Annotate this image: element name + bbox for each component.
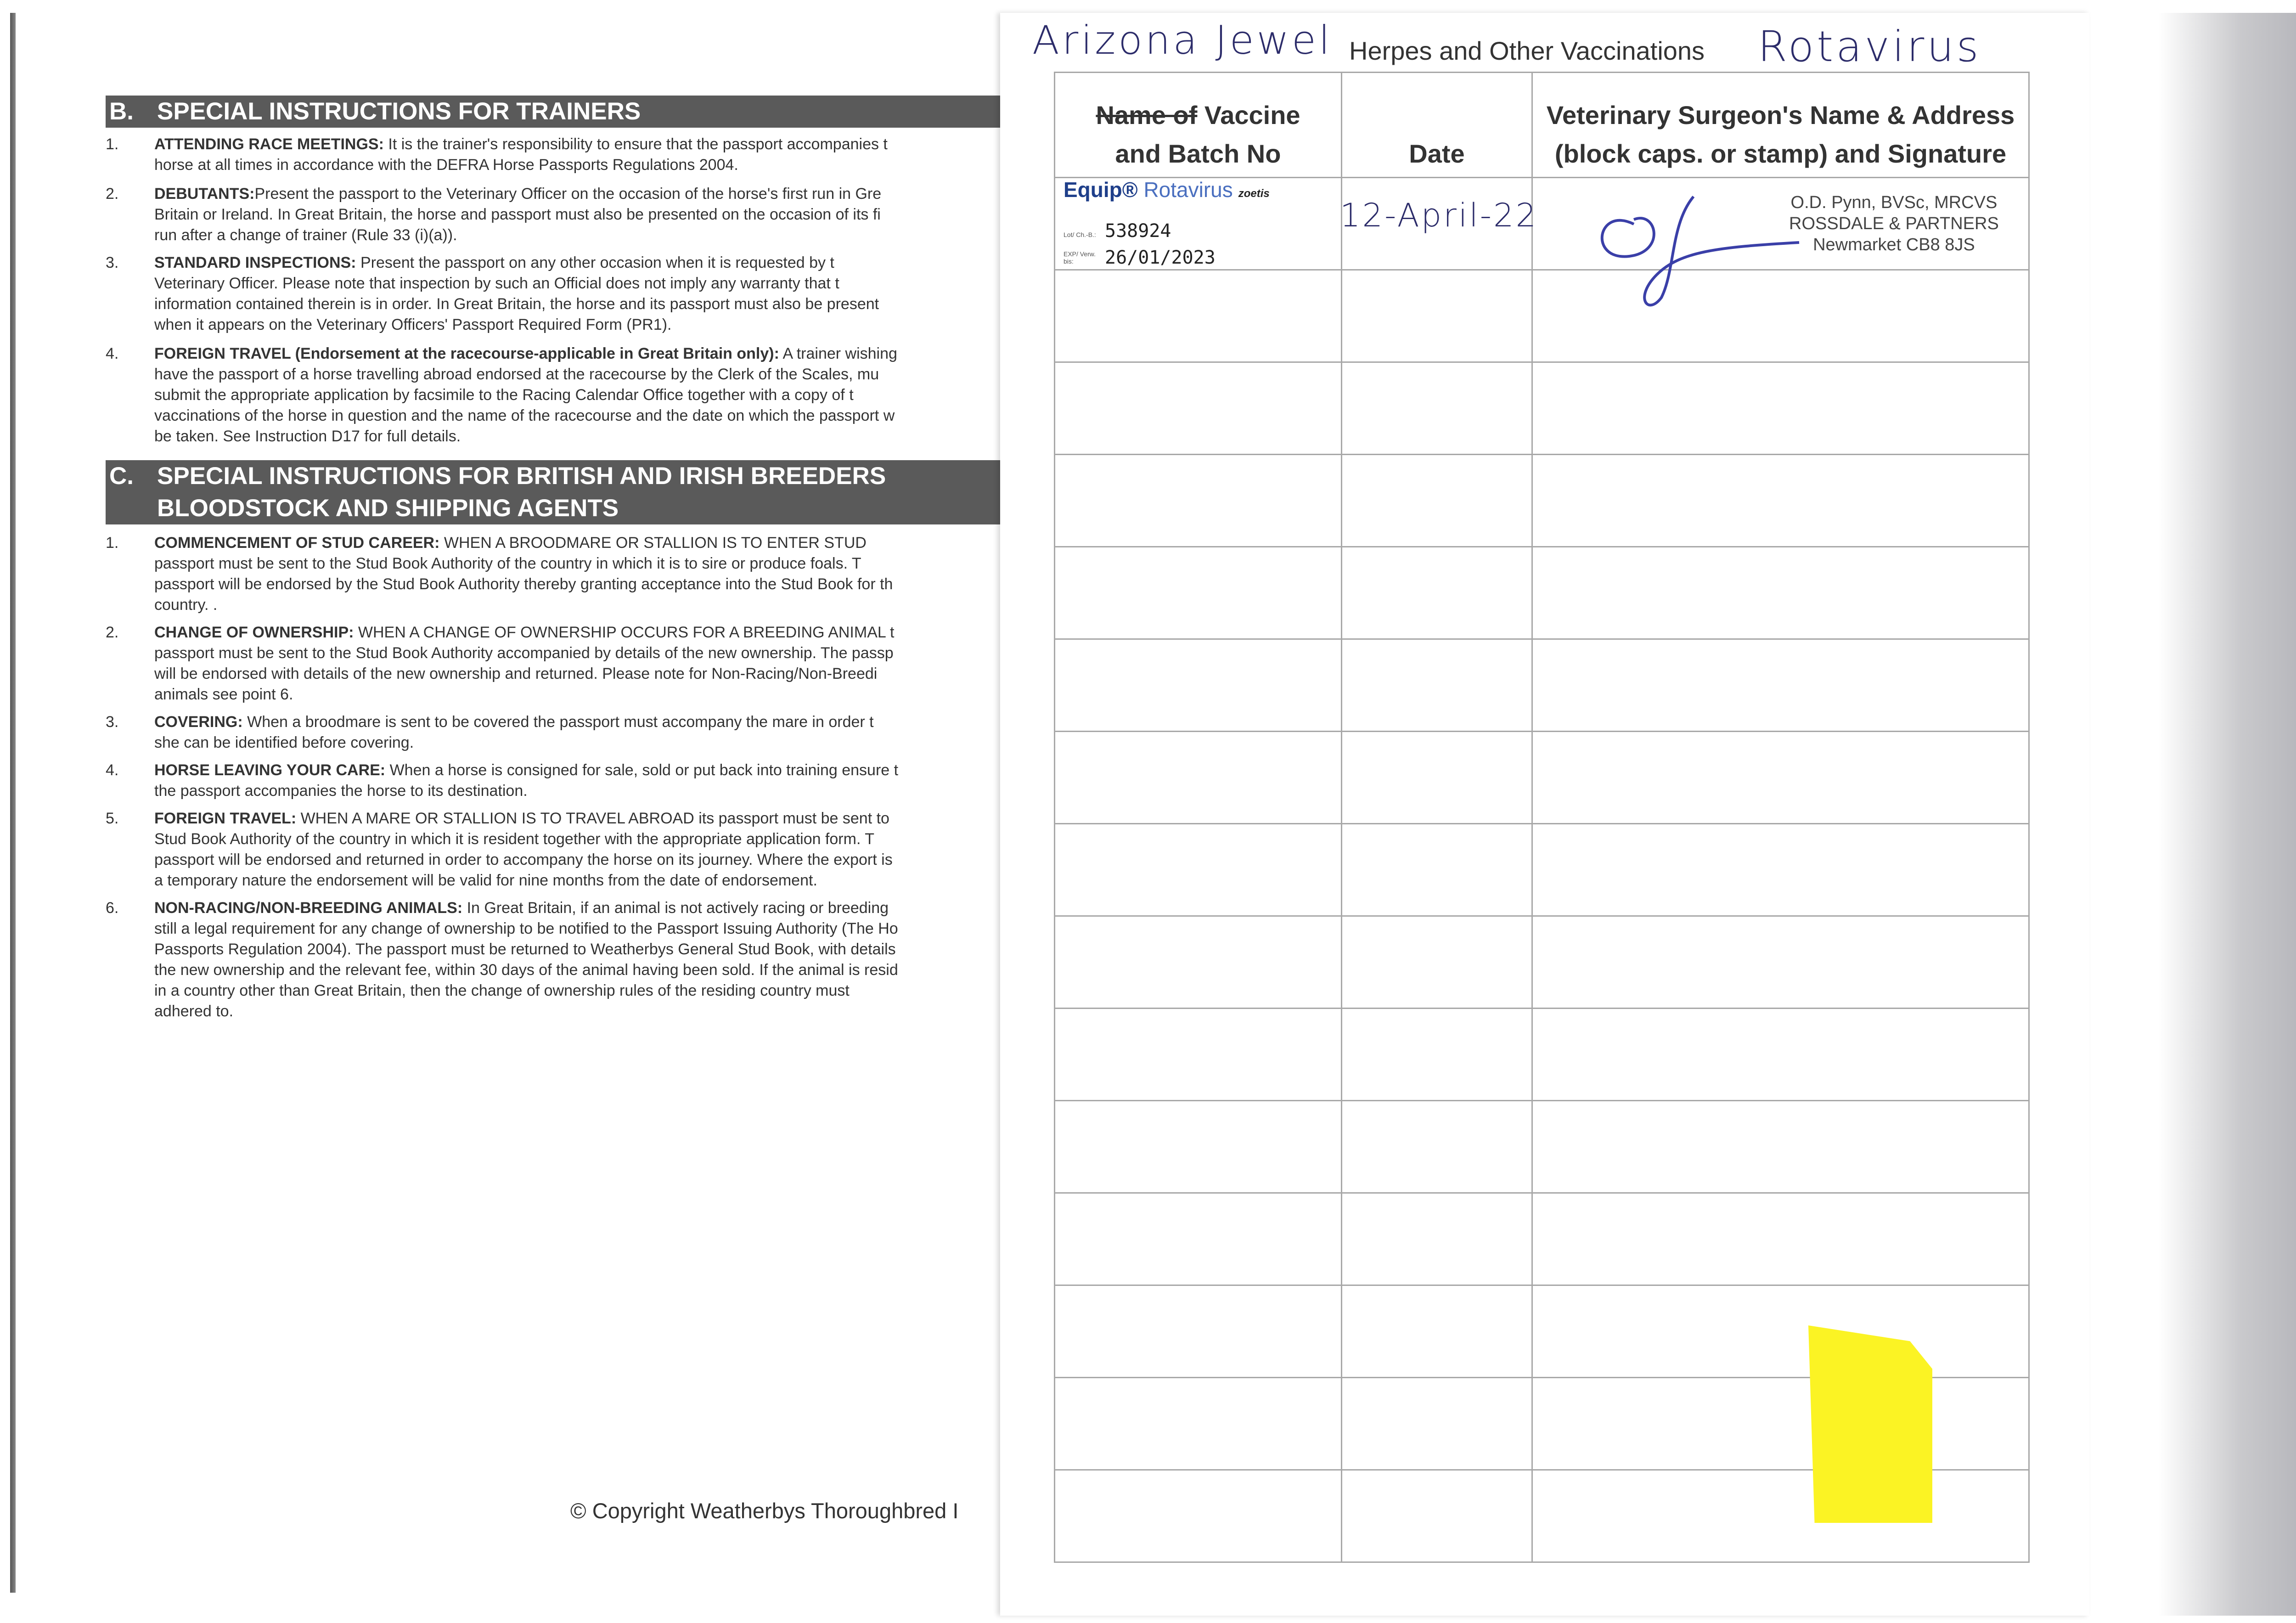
item-text: WHEN A BROODMARE OR STALLION IS TO ENTER STUD passport must be sent to the Stud Book Authority of the country in which it is to sire or produce foals. T passport will be endorsed by the Stud Book Authority thereby granting acceptance into the Stud Book for th country. .: [154, 534, 893, 614]
item-title: HORSE LEAVING YOUR CARE:: [154, 761, 386, 779]
left-page: [16, 0, 1007, 1623]
item-number: 6.: [106, 899, 119, 917]
section-c-item-3: [106, 712, 1007, 753]
table-row[interactable]: [1055, 1193, 2029, 1285]
section-c-item-4: [106, 760, 1007, 801]
vaccine-batch-label: [1059, 175, 1279, 280]
item-text: WHEN A CHANGE OF OWNERSHIP OCCURS FOR A BREEDING ANIMAL t passport must be sent to the Stud Book Authority accompanied by details of the new ownership. The passp will be endorsed with details of the new ownership and returned. Please note for Non-Racing/Non-Breedi animals see point 6.: [154, 624, 895, 703]
table-row[interactable]: [1055, 455, 2029, 547]
table-row[interactable]: [1055, 732, 2029, 824]
item-number: 3.: [106, 713, 119, 731]
column-header-vet: Veterinary Surgeon's Name & Address (block caps. or stamp) and Signature: [1532, 73, 2029, 178]
column-header-vaccine: Name of Vaccine and Batch No: [1055, 73, 1342, 178]
page-title: Herpes and Other Vaccinations: [1349, 36, 1705, 65]
item-title: DEBUTANTS:: [154, 185, 255, 203]
item-title: NON-RACING/NON-BREEDING ANIMALS:: [154, 899, 463, 917]
table-row[interactable]: [1055, 639, 2029, 732]
section-c-item-6: [106, 898, 1007, 1022]
table-row[interactable]: [1055, 1101, 2029, 1193]
vet-stamp: O.D. Pynn, BVSc, MRCVS ROSSDALE & PARTNERS Newmarket CB8 8JS: [1789, 193, 1999, 254]
section-c-item-5: [106, 808, 1007, 891]
scan-edge: [10, 13, 16, 1593]
item-number: 5.: [106, 810, 119, 827]
item-text: In Great Britain, if an animal is not actively racing or breeding still a legal requirement for any change of ownership to be notified to the Passport Issuing Authority (The Ho Passports Regulation 2004). The passport must be returned to Weatherbys General Stud Book, with details the new ownership and the relevant fee, within 30 days of the animal having been sold. If the animal is resid in a country other than Great Britain, then the change of ownership rules of the residing country must adhered to.: [154, 899, 898, 1020]
item-title: COVERING:: [154, 713, 243, 731]
item-title: COMMENCEMENT OF STUD CAREER:: [154, 534, 440, 552]
expiry-date: EXP/ Verw. bis: 26/01/2023: [1064, 247, 1216, 268]
item-text: When a broodmare is sent to be covered the passport must accompany the mare in order t she can be identified before covering.: [154, 713, 874, 751]
item-text: It is the trainer's responsibility to ensure that the passport accompanies t horse at all times in accordance with the DEFRA Horse Passports Regulations 2004.: [154, 135, 888, 174]
item-text: A trainer wishing have the passport of a horse travelling abroad endorsed at the racecourse by the Clerk of the Scales, mu submit the appropriate application by facsimile to the Racing Calendar Office together with a copy of t vaccinations of the horse in question and the name of the racecourse and the date on which the passport w be taken. See Instruction D17 for full details.: [154, 345, 897, 445]
item-title: CHANGE OF OWNERSHIP:: [154, 624, 354, 641]
section-b-item-2: [106, 184, 1007, 246]
item-text: Present the passport to the Veterinary Officer on the occasion of the horse's first run in Gre Britain or Ireland. In Great Britain, the horse and passport must also be presented on the occasion of its fi run after a change of trainer (Rule 33 (i)(a)).: [154, 185, 882, 244]
section-c-title-line2: BLOODSTOCK AND SHIPPING AGENTS: [157, 495, 619, 522]
section-c-item-1: [106, 533, 1007, 615]
vaccination-record-page: [1000, 13, 2089, 1616]
section-c-title-line1: SPECIAL INSTRUCTIONS FOR BRITISH AND IRISH BREEDERS: [157, 462, 886, 490]
table-row[interactable]: [1055, 362, 2029, 455]
scan-shadow: [2158, 13, 2296, 1616]
item-title: STANDARD INSPECTIONS:: [154, 254, 356, 271]
item-text: Present the passport on any other occasion when it is requested by t Veterinary Officer. Please note that inspection by such an Official does not imply any warranty that t information contained therein is in order. In Great Britain, the horse and its passport must also be present when it appears on the Veterinary Officers' Passport Required Form (PR1).: [154, 254, 879, 333]
sticky-note: [1808, 1325, 1932, 1523]
handwritten-horse-name: Arizona Jewel: [1032, 17, 1333, 63]
lot-number: Lot/ Ch.-B.: 538924: [1064, 220, 1171, 242]
copyright-notice: © Copyright Weatherbys Thoroughbred I: [570, 1499, 959, 1523]
manufacturer-logo: zoetis: [1238, 187, 1270, 200]
item-number: 2.: [106, 185, 119, 203]
section-b-heading: [106, 96, 1007, 128]
item-title: FOREIGN TRAVEL:: [154, 810, 297, 827]
item-number: 3.: [106, 254, 119, 271]
table-row[interactable]: [1055, 547, 2029, 639]
table-header-row: [1055, 73, 2029, 178]
item-number: 4.: [106, 345, 119, 362]
handwritten-date: 12-April-22: [1340, 197, 1538, 234]
item-title: ATTENDING RACE MEETINGS:: [154, 135, 384, 153]
section-b-item-3: [106, 253, 1007, 335]
item-number: 1.: [106, 534, 119, 552]
item-title: FOREIGN TRAVEL (Endorsement at the racecourse-applicable in Great Britain only):: [154, 345, 779, 362]
section-b-item-4: [106, 344, 1007, 447]
item-number: 4.: [106, 761, 119, 779]
column-header-date: Date: [1342, 73, 1532, 178]
item-text: WHEN A MARE OR STALLION IS TO TRAVEL ABROAD its passport must be sent to Stud Book Authority of the country in which it is resident together with the appropriate application form. T passport will be endorsed and returned in order to accompany the horse on its journey. Where the export is a temporary nature the endorsement will be valid for nine months from the date of endorsement.: [154, 810, 893, 889]
vet-signature-icon: [1579, 169, 1808, 316]
table-row[interactable]: [1055, 824, 2029, 916]
section-c-item-2: [106, 622, 1007, 705]
table-row[interactable]: [1055, 270, 2029, 362]
item-number: 1.: [106, 135, 119, 153]
table-row[interactable]: [1055, 916, 2029, 1009]
product-name: Equip® Rotavirus zoetis: [1064, 178, 1270, 202]
section-b-letter: B.: [109, 98, 134, 125]
section-b-item-1: [106, 134, 1007, 175]
item-text: When a horse is consigned for sale, sold or put back into training ensure t the passport accompanies the horse to its destination.: [154, 761, 899, 800]
section-c-heading: [106, 460, 1007, 524]
section-b-title: SPECIAL INSTRUCTIONS FOR TRAINERS: [157, 98, 641, 125]
table-row[interactable]: [1055, 1009, 2029, 1101]
section-c-letter: C.: [109, 462, 134, 490]
handwritten-vaccine-type: Rotavirus: [1758, 22, 1981, 71]
item-number: 2.: [106, 624, 119, 641]
struck-text: Name of: [1096, 101, 1198, 130]
